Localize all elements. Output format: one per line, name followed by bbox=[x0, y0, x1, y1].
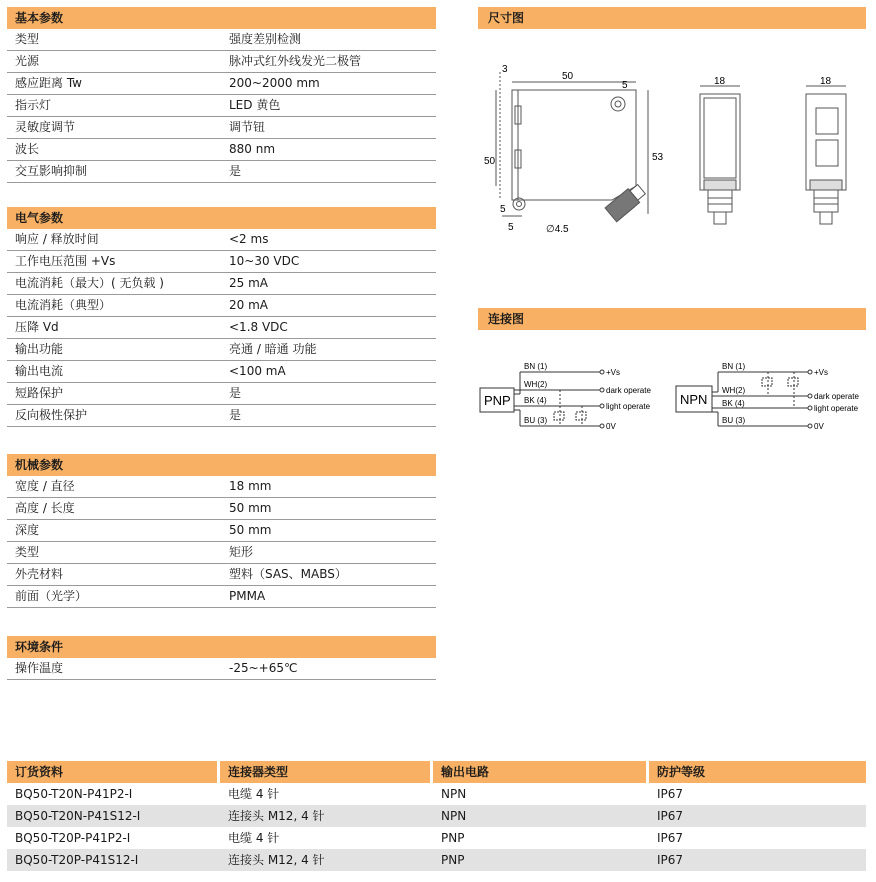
dim-5-left: 5 bbox=[500, 204, 506, 215]
npn-dark: dark operate bbox=[814, 392, 859, 401]
wiring-title: 连接图 bbox=[478, 308, 866, 330]
table-row: 高度 / 长度 50 mm bbox=[7, 498, 436, 520]
npn-bu: BU (3) bbox=[722, 416, 746, 425]
table-row: BQ50-T20N-P41P2-I 电缆 4 针 NPN IP67 bbox=[15, 787, 684, 801]
table-row: 电流消耗（典型） 20 mA bbox=[7, 295, 436, 317]
wiring-diagram bbox=[478, 358, 868, 438]
table-row: 指示灯 LED 黄色 bbox=[7, 95, 436, 117]
table-row: 波长 880 nm bbox=[7, 139, 436, 161]
dim-18-rear: 18 bbox=[820, 76, 832, 87]
header-output: 输出电路 bbox=[433, 761, 649, 783]
dim-diameter: ∅4.5 bbox=[546, 224, 569, 235]
dim-50-left: 50 bbox=[484, 156, 496, 167]
npn-label: NPN bbox=[680, 392, 708, 407]
table-row: 深度 50 mm bbox=[7, 520, 436, 542]
pnp-wh: WH(2) bbox=[524, 380, 548, 389]
table-row: 灵敏度调节 调节钮 bbox=[7, 117, 436, 139]
basic-params-section bbox=[7, 7, 436, 183]
npn-wh: WH(2) bbox=[722, 386, 746, 395]
table-row: BQ50-T20P-P41S12-I 连接头 M12, 4 针 PNP IP67 bbox=[7, 849, 866, 871]
table-row: 响应 / 释放时间 <2 ms bbox=[7, 229, 436, 251]
header-connector: 连接器类型 bbox=[220, 761, 433, 783]
pnp-bk: BK (4) bbox=[524, 396, 547, 405]
electrical-params-section bbox=[7, 207, 436, 427]
dim-5-top: 5 bbox=[622, 80, 628, 91]
mechanical-params-section bbox=[7, 454, 436, 608]
pnp-zero: 0V bbox=[606, 422, 616, 431]
dim-5-bottom: 5 bbox=[508, 222, 514, 233]
dimension-drawing bbox=[478, 58, 866, 244]
pnp-label: PNP bbox=[484, 393, 511, 408]
pnp-bu: BU (3) bbox=[524, 416, 548, 425]
side-view bbox=[496, 72, 648, 222]
table-row: BQ50-T20P-P41P2-I 电缆 4 针 PNP IP67 bbox=[15, 831, 684, 845]
table-row: 输出电流 <100 mA bbox=[7, 361, 436, 383]
ordering-table bbox=[7, 761, 866, 871]
dim-18-front: 18 bbox=[714, 76, 726, 87]
table-row: 前面（光学） PMMA bbox=[7, 586, 436, 608]
dim-53: 53 bbox=[652, 152, 664, 163]
section-title: 环境条件 bbox=[7, 636, 436, 658]
table-row: 电流消耗（最大）( 无负载 ) 25 mA bbox=[7, 273, 436, 295]
table-row: 压降 Vd <1.8 VDC bbox=[7, 317, 436, 339]
section-title: 基本参数 bbox=[7, 7, 436, 29]
header-protection: 防护等级 bbox=[649, 761, 866, 783]
pnp-vs: +Vs bbox=[606, 368, 621, 377]
npn-vs: +Vs bbox=[814, 368, 829, 377]
table-row: 感应距离 Tw 200~2000 mm bbox=[7, 73, 436, 95]
section-title: 机械参数 bbox=[7, 454, 436, 476]
npn-light: light operate bbox=[814, 404, 859, 413]
pnp-light: light operate bbox=[606, 402, 651, 411]
table-row: 类型 矩形 bbox=[7, 542, 436, 564]
pnp-bn: BN (1) bbox=[524, 362, 548, 371]
dim-50-top: 50 bbox=[562, 71, 574, 82]
dim-3: 3 bbox=[502, 64, 508, 75]
dimensions-title: 尺寸图 bbox=[478, 7, 866, 29]
rear-view bbox=[806, 86, 846, 224]
table-row: 短路保护 是 bbox=[7, 383, 436, 405]
table-row: 类型 强度差别检测 bbox=[7, 29, 436, 51]
table-row: 工作电压范围 +Vs 10~30 VDC bbox=[7, 251, 436, 273]
npn-bn: BN (1) bbox=[722, 362, 746, 371]
table-row: 外壳材料 塑料（SAS、MABS） bbox=[7, 564, 436, 586]
front-view bbox=[700, 86, 740, 224]
pnp-dark: dark operate bbox=[606, 386, 651, 395]
table-row: 宽度 / 直径 18 mm bbox=[7, 476, 436, 498]
ordering-header bbox=[7, 761, 866, 783]
table-row: 输出功能 亮通 / 暗通 功能 bbox=[7, 339, 436, 361]
table-row: 操作温度 -25~+65℃ bbox=[7, 658, 436, 680]
npn-zero: 0V bbox=[814, 422, 824, 431]
section-title: 电气参数 bbox=[7, 207, 436, 229]
header-order: 订货资料 bbox=[7, 761, 220, 783]
table-row: BQ50-T20N-P41S12-I 连接头 M12, 4 针 NPN IP67 bbox=[7, 805, 866, 827]
npn-bk: BK (4) bbox=[722, 399, 745, 408]
environment-section bbox=[7, 636, 436, 680]
table-row: 反向极性保护 是 bbox=[7, 405, 436, 427]
table-row: 交互影响抑制 是 bbox=[7, 161, 436, 183]
table-row: 光源 脉冲式红外线发光二极管 bbox=[7, 51, 436, 73]
basic-rows bbox=[7, 29, 436, 183]
